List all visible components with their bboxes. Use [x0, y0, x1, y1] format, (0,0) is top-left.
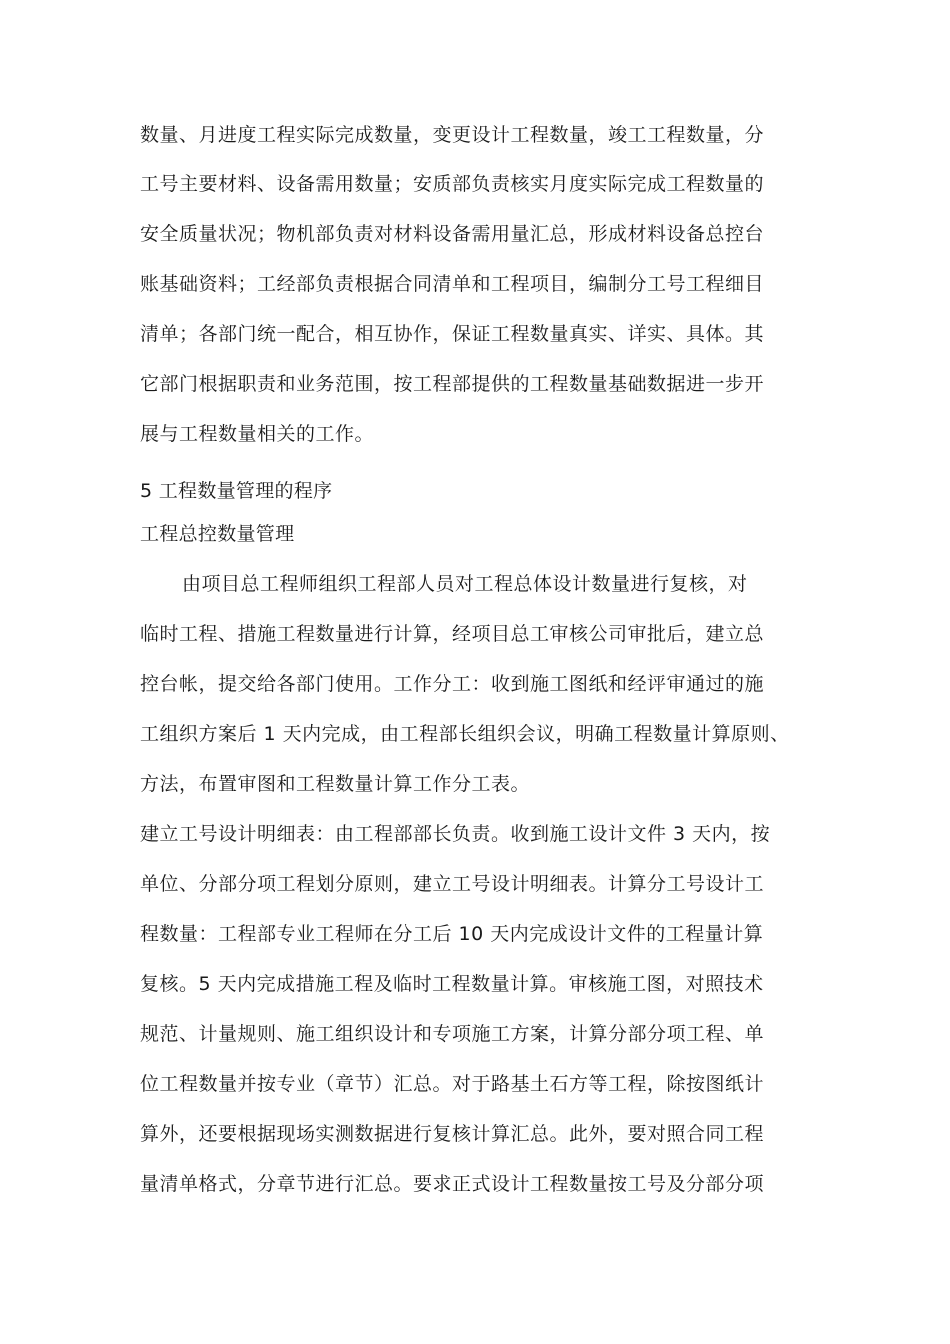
paragraph-line: 临时工程、措施工程数量进行计算，经项目总工审核公司审批后，建立总 [140, 623, 765, 645]
paragraph-line: 账基础资料；工经部负责根据合同清单和工程项目，编制分工号工程细目 [140, 273, 765, 295]
paragraph-line: 它部门根据职责和业务范围，按工程部提供的工程数量基础数据进一步开 [140, 373, 765, 395]
paragraph-line: 单位、分部分项工程划分原则，建立工号设计明细表。计算分工号设计工 [140, 873, 765, 895]
paragraph-line: 建立工号设计明细表：由工程部部长负责。收到施工设计文件 3 天内，按 [140, 823, 771, 845]
paragraph-line: 控台帐，提交给各部门使用。工作分工：收到施工图纸和经评审通过的施 [140, 673, 765, 695]
section-heading: 5 工程数量管理的程序 [140, 480, 333, 502]
paragraph-line: 展与工程数量相关的工作。 [140, 423, 375, 445]
paragraph-line: 规范、计量规则、施工组织设计和专项施工方案，计算分部分项工程、单 [140, 1023, 765, 1045]
paragraph-line: 方法，布置审图和工程数量计算工作分工表。 [140, 773, 531, 795]
paragraph-line: 程数量：工程部专业工程师在分工后 10 天内完成设计文件的工程量计算 [140, 923, 764, 945]
paragraph-line: 由项目总工程师组织工程部人员对工程总体设计数量进行复核，对 [182, 573, 748, 595]
subsection-heading: 工程总控数量管理 [140, 523, 295, 545]
paragraph-line: 算外，还要根据现场实测数据进行复核计算汇总。此外，要对照合同工程 [140, 1123, 765, 1145]
paragraph-line: 复核。5 天内完成措施工程及临时工程数量计算。审核施工图，对照技术 [140, 973, 764, 995]
paragraph-line: 安全质量状况；物机部负责对材料设备需用量汇总，形成材料设备总控台 [140, 223, 765, 245]
paragraph-line: 工组织方案后 1 天内完成，由工程部长组织会议，明确工程数量计算原则、 [140, 723, 790, 745]
paragraph-line: 数量、月进度工程实际完成数量，变更设计工程数量，竣工工程数量，分 [140, 124, 765, 146]
paragraph-line: 工号主要材料、设备需用数量；安质部负责核实月度实际完成工程数量的 [140, 173, 765, 195]
paragraph-line: 清单；各部门统一配合，相互协作，保证工程数量真实、详实、具体。其 [140, 323, 765, 345]
paragraph-line: 量清单格式，分章节进行汇总。要求正式设计工程数量按工号及分部分项 [140, 1173, 765, 1195]
paragraph-line: 位工程数量并按专业（章节）汇总。对于路基土石方等工程，除按图纸计 [140, 1073, 765, 1095]
